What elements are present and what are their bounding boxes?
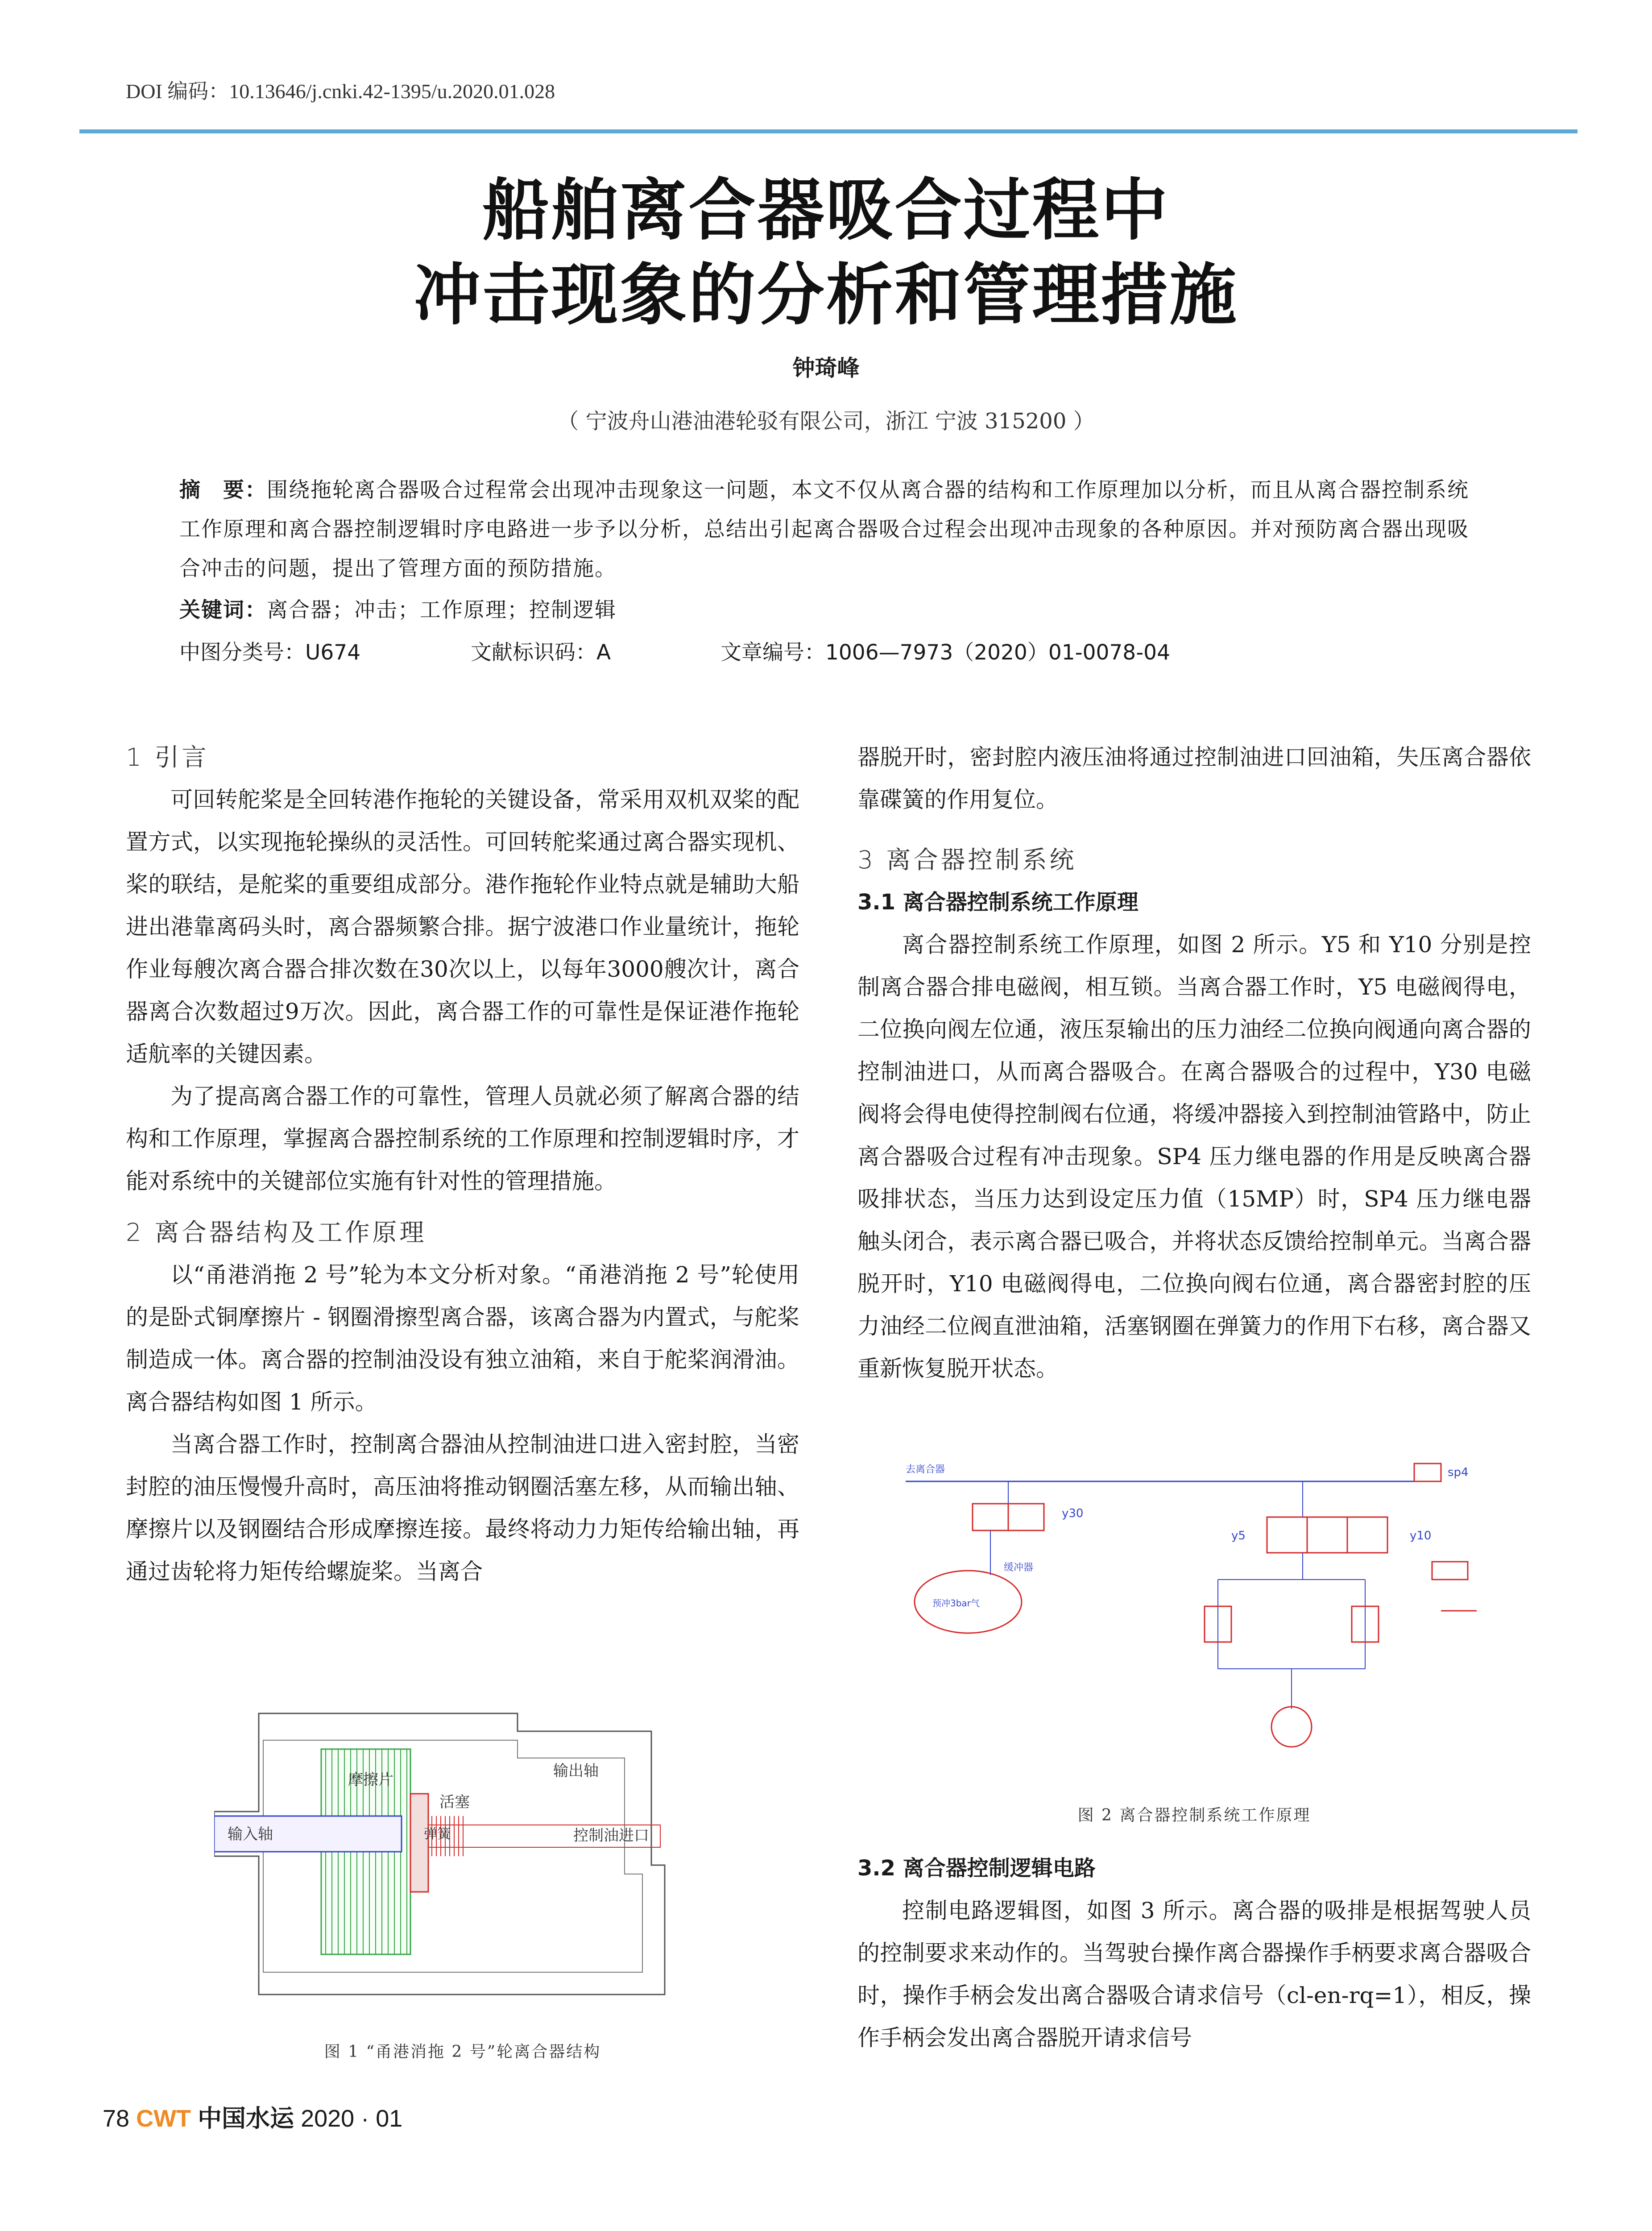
section-3-2-heading: 3.2 离合器控制逻辑电路 bbox=[857, 1856, 1096, 1881]
doi-line: DOI 编码：10.13646/j.cnki.42-1395/u.2020.01.028 bbox=[126, 80, 555, 103]
section-3-2-paragraph: 控制电路逻辑图，如图 3 所示。离合器的吸排是根据驾驶人员的控制要求来动作的。当驾驶台操作离合器操作手柄要求离合器吸合时，操作手柄会发出离合器吸合请求信号（cl-en-rq=1），相反，操作手柄会发出离合器脱开请求信号 bbox=[857, 1898, 1531, 2051]
valve-y5-position bbox=[1267, 1517, 1307, 1553]
article-number: 文章编号：1006—7973（2020）01-0078-04 bbox=[720, 640, 1170, 665]
author: 钟琦峰 bbox=[792, 355, 860, 381]
left-column bbox=[126, 736, 799, 1593]
section-2-paragraph-1: 以“甬港消拖 2 号”轮为本文分析对象。“甬港消拖 2 号”轮使用的是卧式铜摩擦片 - 钢圈滑擦型离合器，该离合器为内置式，与舵桨制造成一体。离合器的控制油没设有独立油箱，来自于舵桨润滑油。离合器结构如图 1 所示。 bbox=[126, 1262, 799, 1415]
section-2-paragraph-2: 当离合器工作时，控制离合器油从控制油进口进入密封腔，当密封腔的油压慢慢升高时，高压油将推动钢圈活塞左移，从而输出轴、摩擦片以及钢圈结合形成摩擦连接。最终将动力力矩传给输出轴，再通过齿轮将力矩传给螺旋桨。当离合 bbox=[126, 1431, 799, 1584]
filter bbox=[1432, 1562, 1468, 1580]
label-oil-inlet: 控制油进口 bbox=[573, 1827, 649, 1845]
abstract-label: 摘 要： bbox=[179, 478, 267, 502]
piston bbox=[410, 1794, 428, 1892]
abstract-text: 围绕拖轮离合器吸合过程常会出现冲击现象这一问题，本文不仅从离合器的结构和工作原理加以分析，而且从离合器控制系统工作原理和离合器控制逻辑时序电路进一步予以分析，总结出引起离合器吸合过程会出现冲击现象的各种原因。并对预防离合器出现吸合冲击的问题，提出了管理方面的预防措施。 bbox=[179, 478, 1469, 581]
section-1-paragraph-2: 为了提高离合器工作的可靠性，管理人员就必须了解离合器的结构和工作原理，掌握离合器控制系统的工作原理和控制逻辑时序，才能对系统中的关键部位实施有针对性的管理措施。 bbox=[126, 1083, 799, 1194]
section-1-paragraph-1: 可回转舵桨是全回转港作拖轮的关键设备，常采用双机双桨的配置方式，以实现拖轮操纵的灵活性。可回转舵桨通过离合器实现机、桨的联结，是舵桨的重要组成部分。港作拖轮作业特点就是辅助大船进出港靠离码头时，离合器频繁合排。据宁波港口作业量统计，拖轮作业每艘次离合器合排次数在30次以上，以每年3000艘次计，离合器离合次数超过9万次。因此，离合器工作的可靠性是保证港作拖轮适航率的关键因素。 bbox=[126, 787, 799, 1067]
figure-1-clutch-structure bbox=[214, 1704, 749, 2026]
affiliation: （ 宁波舟山港油港轮驳有限公司，浙江 宁波 315200 ） bbox=[557, 409, 1095, 434]
pressure-switch-sp4 bbox=[1414, 1464, 1441, 1481]
page-number: 78 bbox=[103, 2105, 130, 2132]
label-friction: 摩擦片 bbox=[348, 1771, 393, 1789]
magazine-name: 中国水运 bbox=[198, 2104, 294, 2132]
label-to-clutch: 去离合器 bbox=[906, 1464, 945, 1475]
title-line-1: 船舶离合器吸合过程中 bbox=[482, 171, 1170, 249]
section-1-heading: 1 引言 bbox=[126, 743, 209, 771]
keywords-label: 关键词： bbox=[179, 598, 267, 622]
section-3-1-paragraph: 离合器控制系统工作原理，如图 2 所示。Y5 和 Y10 分别是控制离合器合排电磁阀，相互锁。当离合器工作时，Y5 电磁阀得电，二位换向阀左位通，液压泵输出的压力油经二位换向阀通向离合器的控制油进口，从而离合器吸合。在离合器吸合的过程中，Y30 电磁阀将会得电使得控制阀右位通，将缓冲器接入到控制油管路中，防止离合器吸合过程有冲击现象。SP4 压力继电器的作用是反映离合器吸排状态，当压力达到设定压力值（15MP）时，SP4 压力继电器触头闭合，表示离合器已吸合，并将状态反馈给控制单元。当离合器脱开时，Y10 电磁阀得电，二位换向阀右位通，离合器密封腔的压力油经二位阀直泄油箱，活塞钢圈在弹簧力的作用下右移，离合器又重新恢复脱开状态。 bbox=[857, 932, 1531, 1381]
valve-center-position bbox=[1307, 1517, 1347, 1553]
right-paragraph-continued: 器脱开时，密封腔内液压油将通过控制油进口回油箱，失压离合器依靠碟簧的作用复位。 bbox=[857, 744, 1531, 813]
footer bbox=[103, 2099, 402, 2134]
title-line-2: 冲击现象的分析和管理措施 bbox=[414, 256, 1238, 334]
valve-y30-left bbox=[973, 1504, 1008, 1530]
label-precharge: 预冲3bar气 bbox=[932, 1598, 980, 1609]
label-output-shaft: 输出轴 bbox=[553, 1762, 599, 1780]
valve-y30-right bbox=[1008, 1504, 1044, 1530]
header-rule bbox=[79, 129, 1577, 133]
label-piston: 活塞 bbox=[439, 1793, 470, 1811]
label-buffer: 缓冲器 bbox=[1004, 1562, 1034, 1573]
right-column-bottom bbox=[857, 1847, 1531, 2059]
label-y10: y10 bbox=[1410, 1529, 1432, 1543]
section-3-heading: 3 离合器控制系统 bbox=[857, 846, 1077, 874]
right-column-top bbox=[857, 736, 1531, 1390]
figure-2-caption: 图 2 离合器控制系统工作原理 bbox=[1077, 1806, 1311, 1825]
document-code: 文献标识码：A bbox=[471, 640, 611, 665]
abstract bbox=[179, 471, 1473, 589]
label-y5: y5 bbox=[1231, 1529, 1246, 1543]
label-spring: 弹簧 bbox=[424, 1826, 451, 1842]
figure-1-caption: 图 1 “甬港消拖 2 号”轮离合器结构 bbox=[324, 2043, 601, 2061]
label-input-shaft: 输入轴 bbox=[228, 1825, 273, 1843]
keywords bbox=[179, 593, 617, 623]
section-3-1-heading: 3.1 离合器控制系统工作原理 bbox=[857, 890, 1139, 915]
clc-number: 中图分类号：U674 bbox=[179, 640, 361, 665]
issue-number: 2020 · 01 bbox=[301, 2105, 403, 2132]
figure-2-control-system bbox=[897, 1450, 1512, 1776]
valve-y10-position bbox=[1347, 1517, 1387, 1553]
label-sp4: sp4 bbox=[1448, 1466, 1469, 1479]
section-2-heading: 2 离合器结构及工作原理 bbox=[126, 1218, 427, 1247]
label-y30: y30 bbox=[1062, 1507, 1084, 1520]
keywords-text: 离合器；冲击；工作原理；控制逻辑 bbox=[267, 598, 617, 622]
hydraulic-pump bbox=[1271, 1707, 1312, 1747]
cwt-logo: CWT bbox=[136, 2105, 191, 2132]
